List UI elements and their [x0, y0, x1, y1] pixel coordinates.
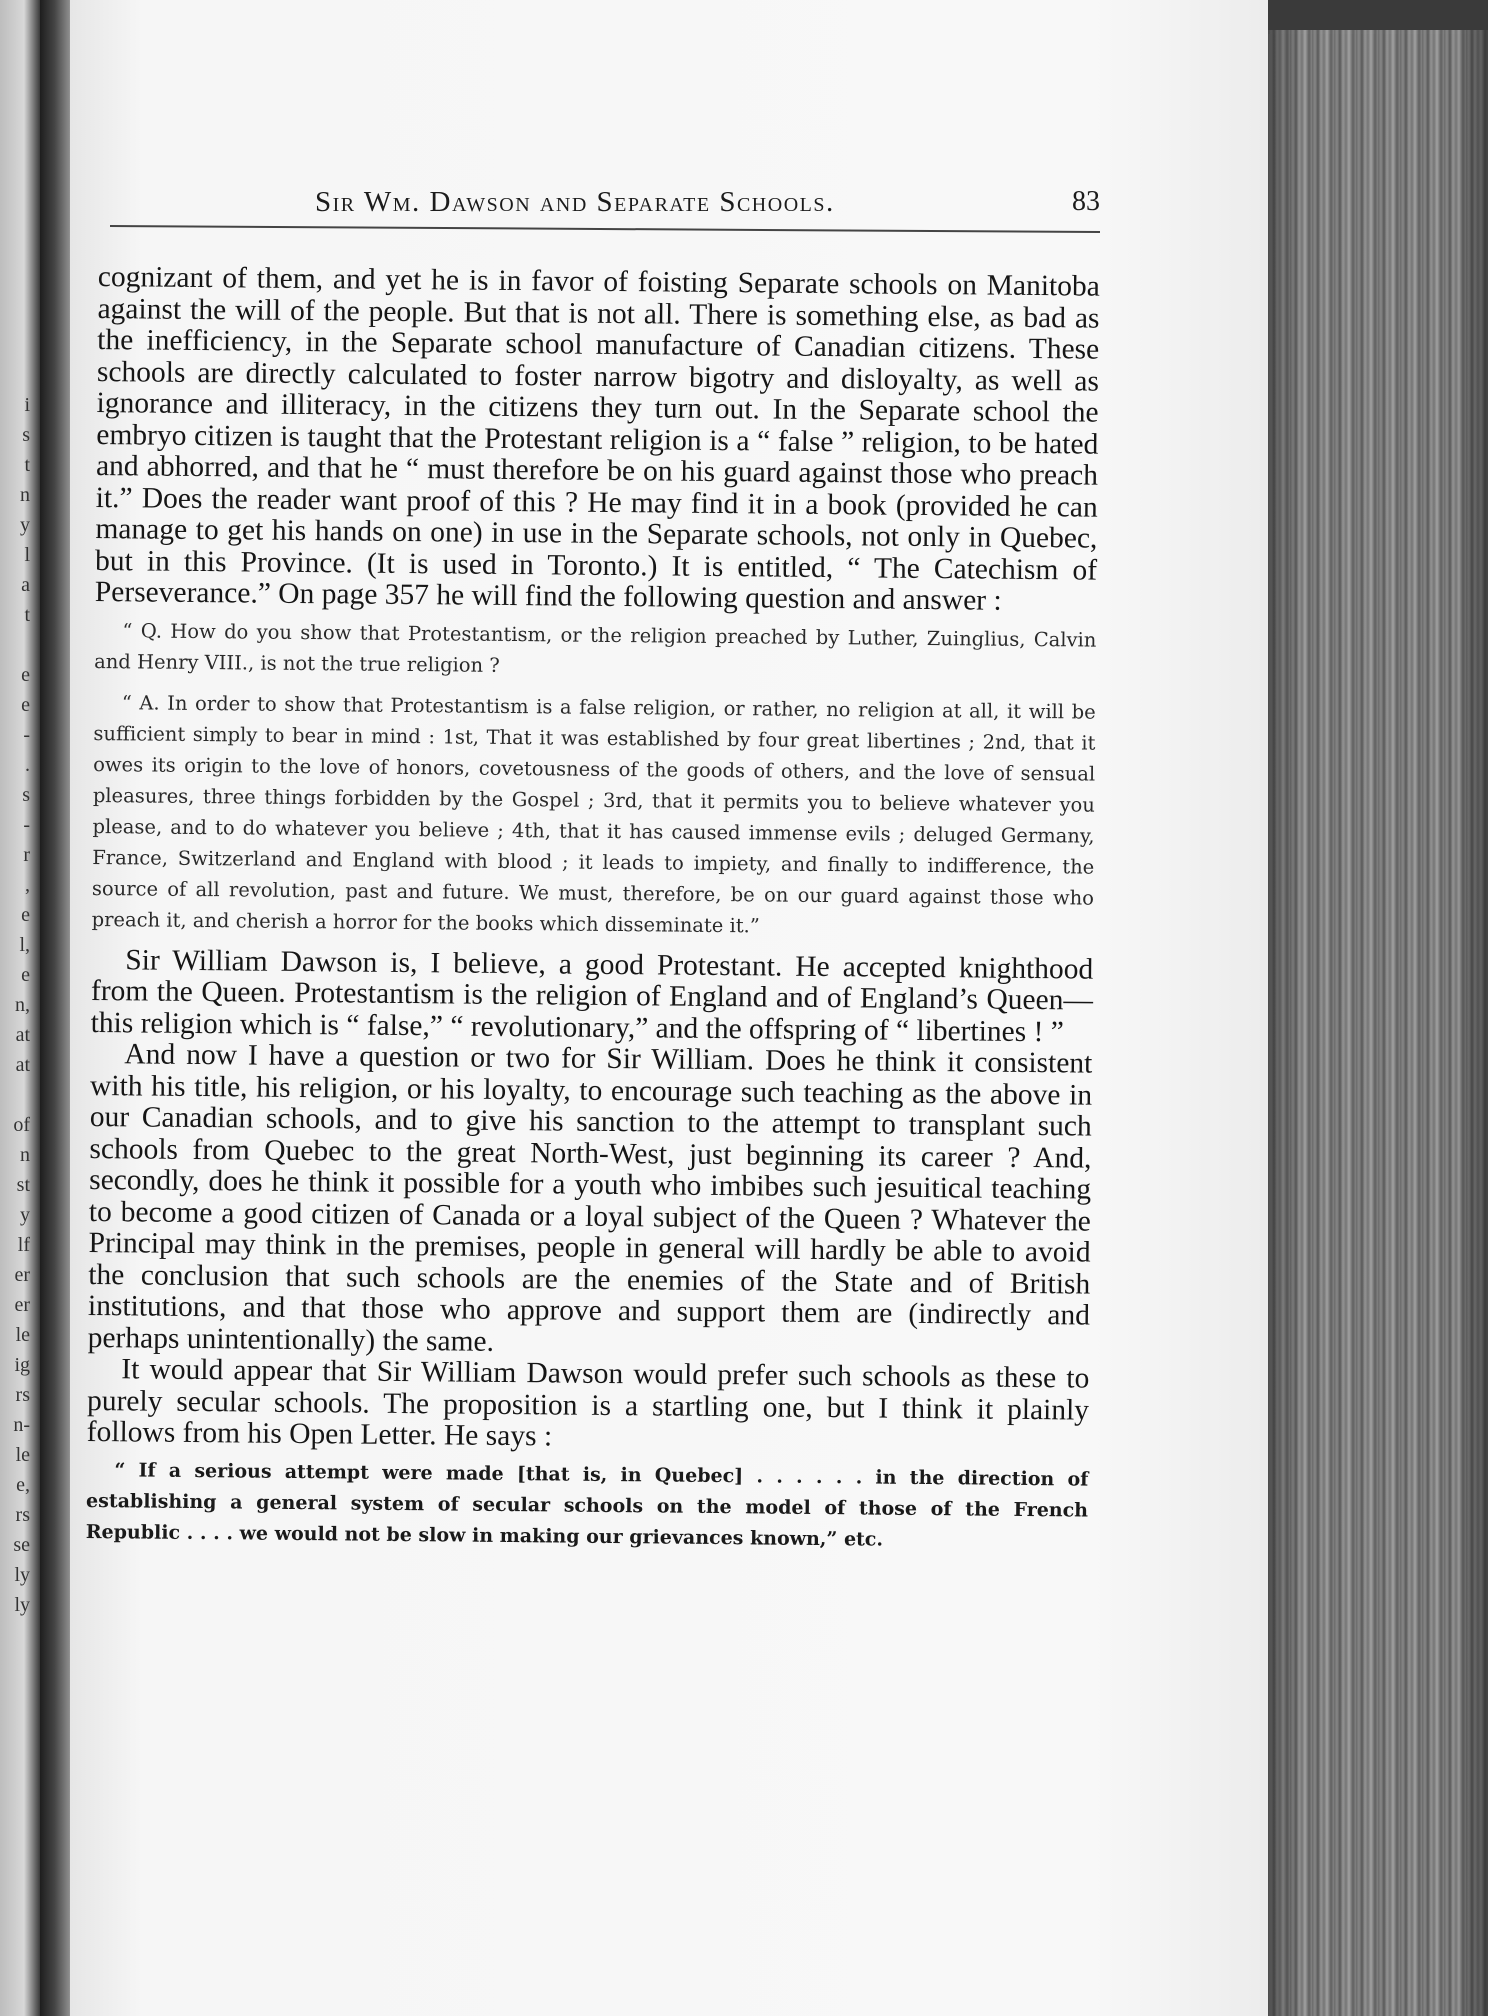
facing-page-fragment: rs: [15, 1504, 30, 1526]
facing-page-fragment: [4, 1080, 30, 1110]
book-edge-top: [1268, 0, 1488, 34]
facing-page-fragment: .: [25, 754, 30, 776]
paragraph-4: It would appear that Sir William Dawson would prefer such schools as these to purely secular schools. The proposition is a startling one, but I think it plainly follows from his Open Letter. He says :: [86, 1353, 1090, 1453]
page-number: 83: [1072, 186, 1100, 217]
facing-page-fragment: r: [23, 844, 30, 866]
facing-page-fragment: e,: [16, 1474, 30, 1496]
facing-page-fragment: n: [20, 484, 30, 506]
facing-page-fragment: of: [13, 1114, 30, 1136]
facing-page-fragment: ly: [14, 1594, 30, 1616]
facing-page-fragment: [4, 630, 30, 660]
facing-page-fragment: s: [22, 424, 30, 446]
facing-page-fragment: lf: [17, 1234, 30, 1256]
facing-page-fragment: ig: [14, 1354, 30, 1376]
paragraph-1: cognizant of them, and yet he is in favor of foisting Separate schools on Manitoba against the will of the people. But that is not all. There is something else, as bad as the inefficiency, in the Separate school manufacture of Canadian citizens. These schools are directly calculated to foster narrow bigotry and disloyalty, as well as ignorance and illiteracy, in the citizens they turn out. In the Separate school the embryo citizen is taught that the Protestant religion is a “ false ” religion, to be hated and abhorred, and that he “ must therefore be on his guard against those who preach it.” Does the reader want proof of this ? He may find it in a book (provided he can manage to get his hands on one) in use in the Separate schools, not only in Quebec, but in this Province. (It is used in Toronto.) It is entitled, “ The Catechism of Perseverance.” On page 357 he will find the following question and answer :: [94, 261, 1100, 617]
facing-page-fragment: e: [21, 904, 30, 926]
facing-page-fragment: n,: [15, 994, 30, 1016]
facing-page-fragment: se: [13, 1534, 30, 1556]
facing-page-fragment: t: [24, 604, 30, 626]
facing-page-fragment: -: [23, 814, 30, 836]
facing-page-fragment: st: [16, 1174, 30, 1196]
book-fore-edge-shade: [1268, 30, 1488, 2016]
facing-page-fragment: ,: [25, 874, 30, 896]
facing-page-fragment: e: [21, 664, 30, 686]
running-title: Sir Wm. Dawson and Separate Schools.: [315, 186, 835, 218]
facing-page-fragment: n: [20, 1144, 30, 1166]
facing-page-fragment: s: [22, 784, 30, 806]
facing-page-fragment: y: [20, 514, 30, 536]
paragraph-2: Sir William Dawson is, I believe, a good Protestant. He accepted knighthood from the Queen. Protestantism is the religion of England and of England’s Queen—this religion which is “ false,” “ revolutionary,” and the offspring of “ libertines ! ”: [90, 943, 1094, 1048]
facing-page-fragment: le: [15, 1324, 30, 1346]
facing-page-fragment: le: [15, 1444, 30, 1466]
running-head: [110, 178, 1100, 228]
facing-page-fragment: t: [24, 454, 30, 476]
facing-page-fragment: i: [24, 394, 30, 416]
quote-open-letter: “ If a serious attempt were made [that is, in Quebec] . . . . . . in the direction of establishing a general system of secular schools on the model of those of the French Republic . . . . we would not be slow in making our grievances known,” etc.: [85, 1458, 1089, 1551]
facing-page-fragment: l,: [19, 934, 30, 956]
facing-page-fragment: y: [20, 1204, 30, 1226]
facing-page-fragment: er: [14, 1294, 30, 1316]
facing-page-fragment: -: [23, 724, 30, 746]
quote-answer: “ A. In order to show that Protestantism is a false religion, or rather, no religion at all, it will be sufficient simply to bear in mind : 1st, That it was established by four great libertines ; 2nd, that it owes its origin to the love of honors, covetousness of the goods of others, and the love of sensual pleasures, three things forbidden by the Gospel ; 3rd, that it permits you to believe whatever you please, and to do whatever you believe ; 4th, that it has caused immense evils ; deluged Germany, France, Switzerland and England with blood ; it leads to impiety, and finally to indifference, the source of all revolution, past and future. We must, therefore, be on our guard against those who preach it, and cherish a horror for the books which disseminate it.”: [91, 690, 1096, 937]
facing-page-fragment: a: [21, 574, 30, 596]
facing-page-edge: [0, 0, 40, 2016]
page-body: [86, 262, 1100, 1567]
facing-page-fragment: at: [15, 1054, 30, 1076]
facing-page-fragment: ly: [14, 1564, 30, 1586]
facing-page-fragment: e: [21, 694, 30, 716]
facing-page-fragment: er: [14, 1264, 30, 1286]
facing-page-fragment: n-: [13, 1414, 30, 1436]
quote-question: “ Q. How do you show that Protestantism, or the religion preached by Luther, Zuinglius, Calvin and Henry VIII., is not the true religion ?: [94, 618, 1097, 677]
paragraph-3: And now I have a question or two for Sir William. Does he think it consistent with his title, his religion, or his loyalty, to encourage such teaching as the above in our Canadian schools, and to give his sanction to the attempt to transplant such schools from Quebec to the great North-West, just beginning its career ? And, secondly, does he think it possible for a youth who imbibes such jesuitical teaching to become a good citizen of Canada or a loyal subject of the Queen ? Whatever the Principal may think in the premises, people in general will hardly be able to avoid the conclusion that such schools are the enemies of the State and of British institutions, and that those who approve and support them are (indirectly and perhaps unintentionally) the same.: [87, 1038, 1093, 1358]
facing-page-fragment: e: [21, 964, 30, 986]
facing-page-text-fragments: [4, 390, 30, 1620]
facing-page-fragment: rs: [15, 1384, 30, 1406]
facing-page-fragment: at: [15, 1024, 30, 1046]
facing-page-fragment: l: [24, 544, 30, 566]
